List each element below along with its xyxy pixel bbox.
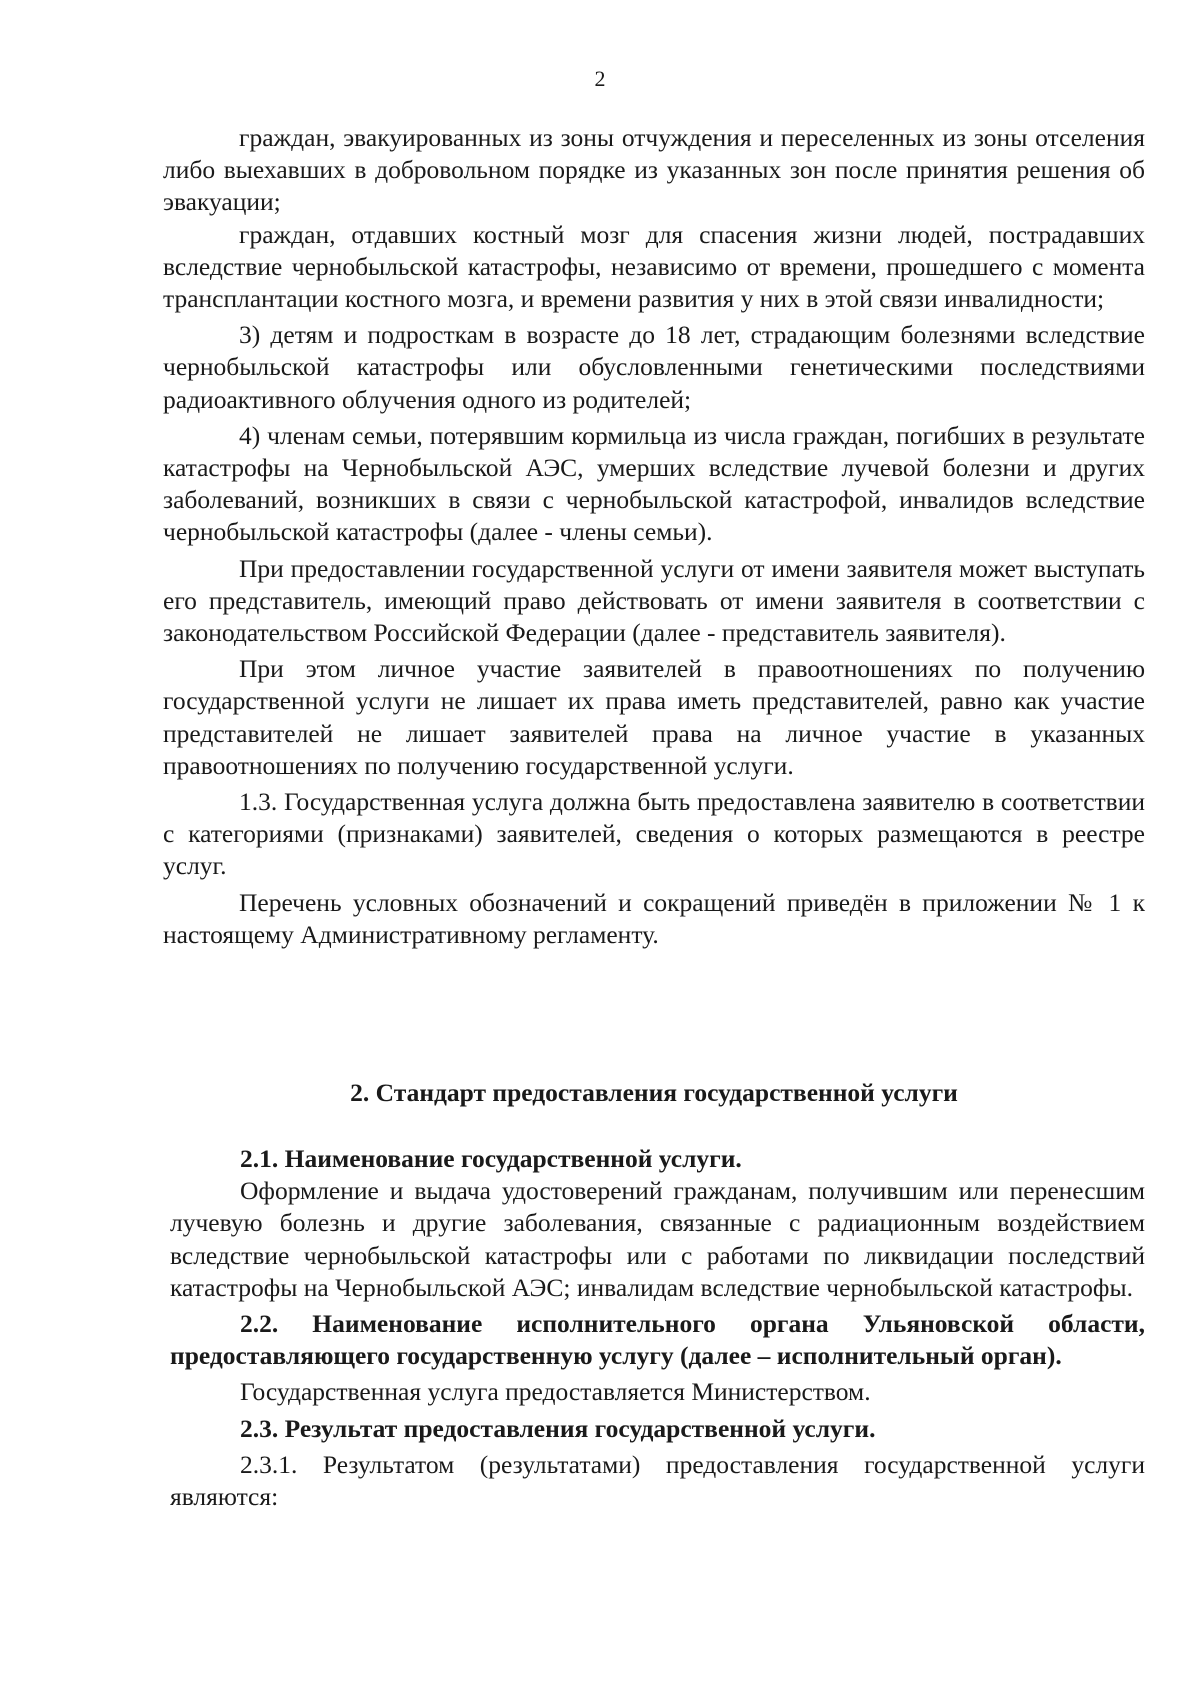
subsection-heading: 2.2. Наименование исполнительного органа Ульяновской области, предоставляющего государственную услугу (далее – исполнительный орган). (170, 1309, 1145, 1371)
paragraph: Государственная услуга предоставляется Министерством. (240, 1377, 871, 1407)
paragraph: Оформление и выдача удостоверений гражданам, получившим или перенесшим лучевую болезнь и другие заболевания, связанные с радиационным воздействием вследствие чернобыльской катастрофы или с работами по ликвидации последствий катастрофы на Чернобыльской АЭС; инвалидам вследствие чернобыльской катастрофы. (170, 1176, 1145, 1302)
paragraph: 4) членам семьи, потерявшим кормильца из числа граждан, погибших в результате катастрофы на Чернобыльской АЭС, умерших вследствие лучевой болезни и других заболеваний, возникших в связи с чернобыльской катастрофой, инвалидов вследствие чернобыльской катастрофы (далее - члены семьи). (163, 420, 1145, 547)
page-number: 2 (594, 66, 606, 91)
body-text (163, 122, 1145, 951)
paragraph: граждан, отдавших костный мозг для спасения жизни людей, пострадавших вследствие чернобыльской катастрофы, независимо от времени, прошедшего с момента трансплантации костного мозга, и времени развития у них в этой связи инвалидности; (163, 219, 1145, 314)
paragraph: При предоставлении государственной услуги от имени заявителя может выступать его представитель, имеющий право действовать от имени заявителя в соответствии с законодательством Российской Федерации (далее - представитель заявителя). (163, 553, 1145, 648)
subsections (170, 1143, 1145, 1513)
paragraph: 3) детям и подросткам в возрасте до 18 лет, страдающим болезнями вследствие чернобыльской катастрофы или обусловленными генетическими последствиями радиоактивного облучения одного из родителей; (163, 320, 1145, 414)
paragraph: граждан, эвакуированных из зоны отчуждения и переселенных из зоны отселения либо выехавших в добровольном порядке из указанных зон после принятия решения об эвакуации; (163, 123, 1145, 217)
paragraph: Перечень условных обозначений и сокращений приведён в приложении № 1 к настоящему Административному регламенту. (163, 887, 1145, 949)
subsection-heading: 2.3. Результат предоставления государственной услуги. (240, 1413, 876, 1443)
subsection-heading: 2.1. Наименование государственной услуги. (240, 1144, 742, 1173)
paragraph: 1.3. Государственная услуга должна быть предоставлена заявителю в соответствии с категориями (признаками) заявителей, сведения о которых размещаются в реестре услуг. (163, 787, 1145, 881)
paragraph: 2.3.1. Результатом (результатами) предоставления государственной услуги являются: (170, 1449, 1145, 1512)
section-heading: 2. Стандарт предоставления государственной услуги (350, 1078, 958, 1107)
paragraph: При этом личное участие заявителей в правоотношениях по получению государственной услуги не лишает их права иметь представителей, равно как участие представителей не лишает заявителей права на личное участие в указанных правоотношениях по получению государственной услуги. (163, 654, 1145, 780)
